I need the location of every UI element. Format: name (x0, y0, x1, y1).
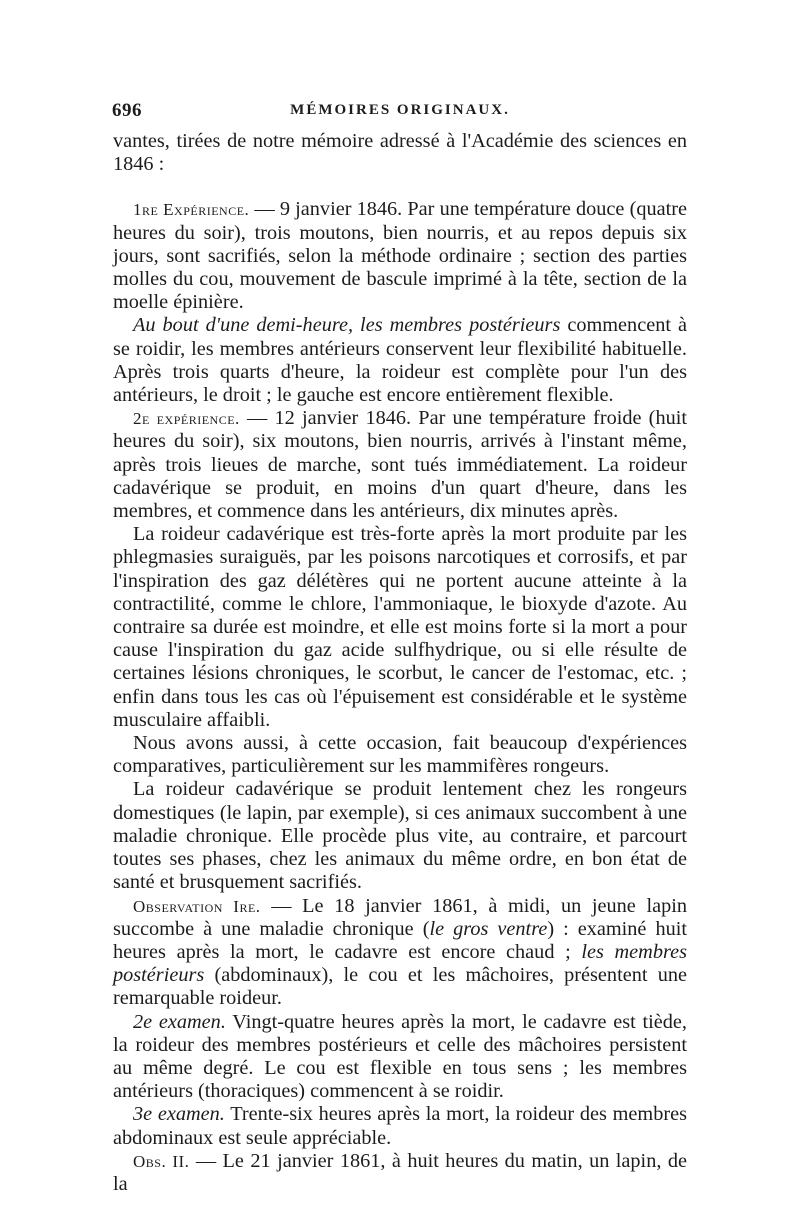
paragraph-observation-1: Observation Ire. — Le 18 janvier 1861, à midi, un jeune lapin succombe à une maladie chronique (le gros ventre) : examiné huit heures après la mort, le cadavre est encore chaud ; les membres postérieurs (abdominaux), le cou et les mâchoires, présentent une remarquable roideur. (113, 894, 688, 1010)
running-head: MÉMOIRES ORIGINAUX. (290, 102, 510, 118)
page-header (112, 100, 688, 126)
paragraph-examen-3: 3e examen. Trente-six heures après la mort, la roideur des membres abdominaux est seule appréciable. (113, 1103, 687, 1149)
examen-label: 2e examen. (133, 1010, 226, 1033)
experience-label: 1re Expérience. (133, 200, 250, 220)
experience-label: 2e expérience. (133, 409, 240, 429)
observation-label: Obs. II. (133, 1151, 190, 1171)
paragraph-observation-2: Obs. II. — Le 21 janvier 1861, à huit heures du matin, un lapin, de la (113, 1149, 687, 1195)
paragraph-rongeurs: Nous avons aussi, à cette occasion, fait beaucoup d'expériences comparatives, particulièrement sur les mammifères rongeurs. (113, 732, 687, 778)
paragraph-gap (113, 176, 687, 198)
italic-phrase: Au bout d'une demi-heure, les membres postérieurs (133, 314, 561, 337)
body-text (113, 130, 687, 1196)
observation-label: Observation Ire. (133, 896, 261, 916)
page-number: 696 (112, 100, 142, 121)
paragraph-roideur-forte: La roideur cadavérique est très-forte après la mort produite par les phlegmasies suraiguës, par les poisons narcotiques et corrosifs, et par l'inspiration des gaz délétères qui ne portent aucune atteinte à la contractilité, comme le chlore, l'ammoniaque, le bioxyde d'azote. Au contraire sa durée est moindre, et elle est moins forte si la mort a pour cause l'inspiration du gaz acide sulfhydrique, ou si elle résulte de certaines lésions chroniques, le scorbut, le cancer de l'estomac, etc. ; enfin dans tous les cas où l'épuisement est considérable et le système musculaire affaibli. (113, 523, 687, 731)
paragraph-rongeurs-domestiques: La roideur cadavérique se produit lentement chez les rongeurs domestiques (le lapin, par exemple), si ces animaux succombent à une maladie chronique. Elle procède plus vite, au contraire, et parcourt toutes ses phases, chez les animaux du même ordre, en bon état de santé et brusquement sacrifiés. (113, 778, 687, 894)
paragraph-examen-2: 2e examen. Vingt-quatre heures après la mort, le cadavre est tiède, la roideur des membres postérieurs et celle des mâchoires persistent au même degré. Le cou est flexible en tous sens ; les membres antérieurs (thoraciques) commencent à se roidir. (113, 1010, 687, 1103)
examen-label: 3e examen. (133, 1103, 225, 1126)
paragraph-observation-posterior: Au bout d'une demi-heure, les membres postérieurs commencent à se roidir, les membres antérieurs conservent leur flexibilité habituelle. Après trois quarts d'heure, la roideur est complète pour l'un des antérieurs, le droit ; le gauche est encore entièrement flexible. (113, 314, 687, 407)
paragraph-continuation: vantes, tirées de notre mémoire adressé à l'Académie des sciences en 1846 : (113, 130, 687, 176)
paragraph-experience-1: 1re Expérience. — 9 janvier 1846. Par une température douce (quatre heures du soir), trois moutons, bien nourris, et au repos depuis six jours, sont sacrifiés, selon la méthode ordinaire ; section des parties molles du cou, mouvement de bascule imprimé à la tête, section de la moelle épinière. (113, 198, 687, 314)
paragraph-experience-2: 2e expérience. — 12 janvier 1846. Par une température froide (huit heures du soir), six moutons, bien nourris, arrivés à l'instant même, après trois lieues de marche, sont tués immédiatement. La roideur cadavérique se produit, en moins d'un quart d'heure, dans les membres, et commence dans les antérieurs, dix minutes après. (113, 407, 687, 523)
italic-phrase: les membres postérieurs (113, 940, 687, 987)
italic-phrase: le gros ventre (429, 917, 548, 940)
